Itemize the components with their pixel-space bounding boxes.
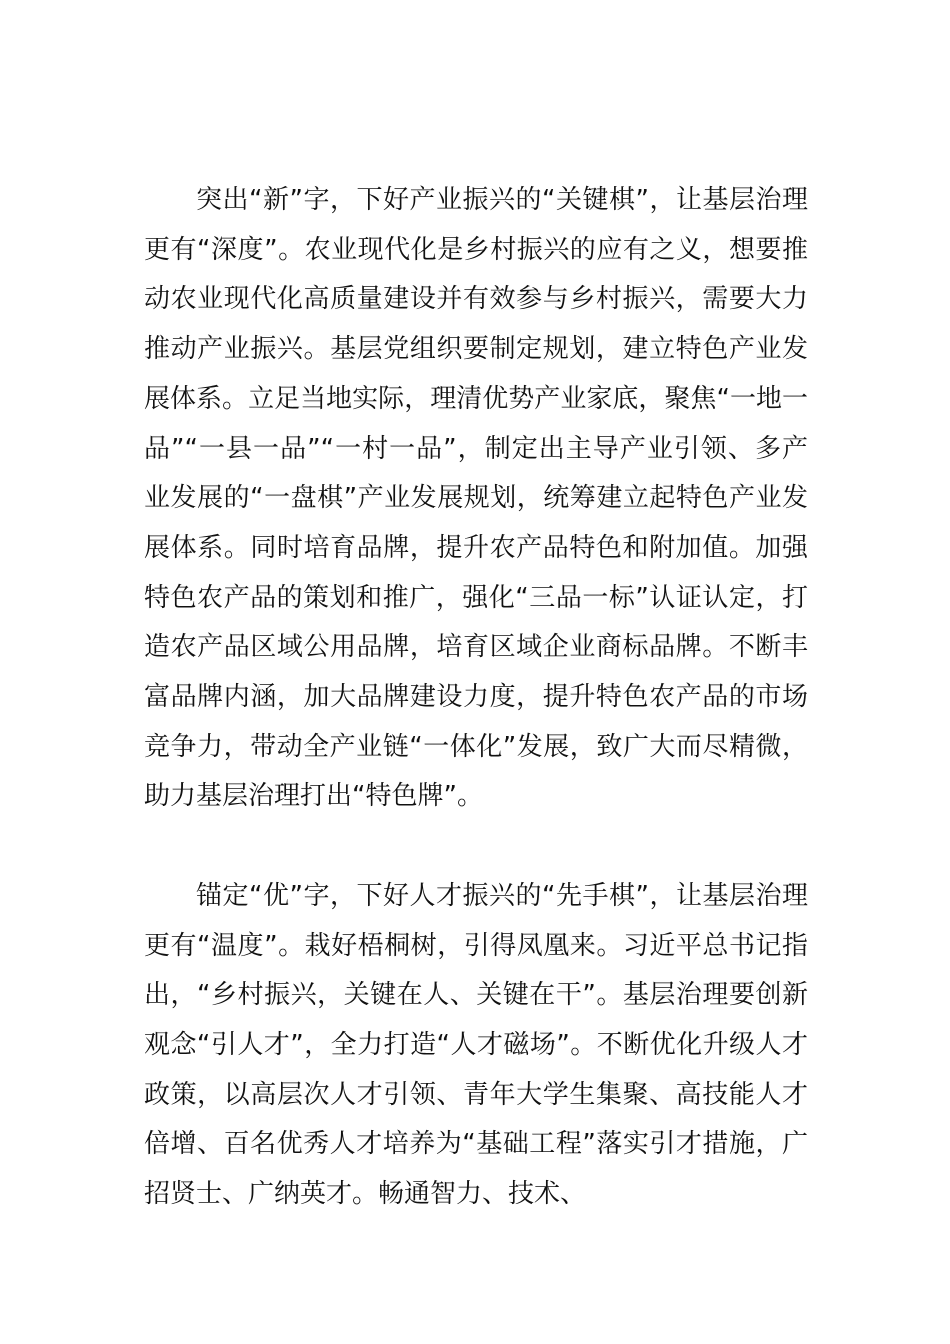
document-body <box>144 176 808 1220</box>
paragraph-talent-revitalization: 锚定“优”字，下好人才振兴的“先手棋”，让基层治理更有“温度”。栽好梧桐树，引得凤凰来。习近平总书记指出，“乡村振兴，关键在人、关键在干”。基层治理要创新观念“引人才”，全力打造“人才磁场”。不断优化升级人才政策，以高层次人才引领、青年大学生集聚、高技能人才倍增、百名优秀人才培养为“基础工程”落实引才措施，广招贤士、广纳英才。畅通智力、技术、 <box>144 880 808 1210</box>
paragraph-industry-revitalization: 突出“新”字，下好产业振兴的“关键棋”，让基层治理更有“深度”。农业现代化是乡村振兴的应有之义，想要推动农业现代化高质量建设并有效参与乡村振兴，需要大力推动产业振兴。基层党组织要制定规划，建立特色产业发展体系。立足当地实际，理清优势产业家底，聚焦“一地一品”“一县一品”“一村一品”，制定出主导产业引领、多产业发展的“一盘棋”产业发展规划，统筹建立起特色产业发展体系。同时培育品牌，提升农产品特色和附加值。加强特色农产品的策划和推广，强化“三品一标”认证认定，打造农产品区域公用品牌，培育区域企业商标品牌。不断丰富品牌内涵，加大品牌建设力度，提升特色农产品的市场竞争力，带动全产业链“一体化”发展，致广大而尽精微，助力基层治理打出“特色牌”。 <box>144 185 808 812</box>
